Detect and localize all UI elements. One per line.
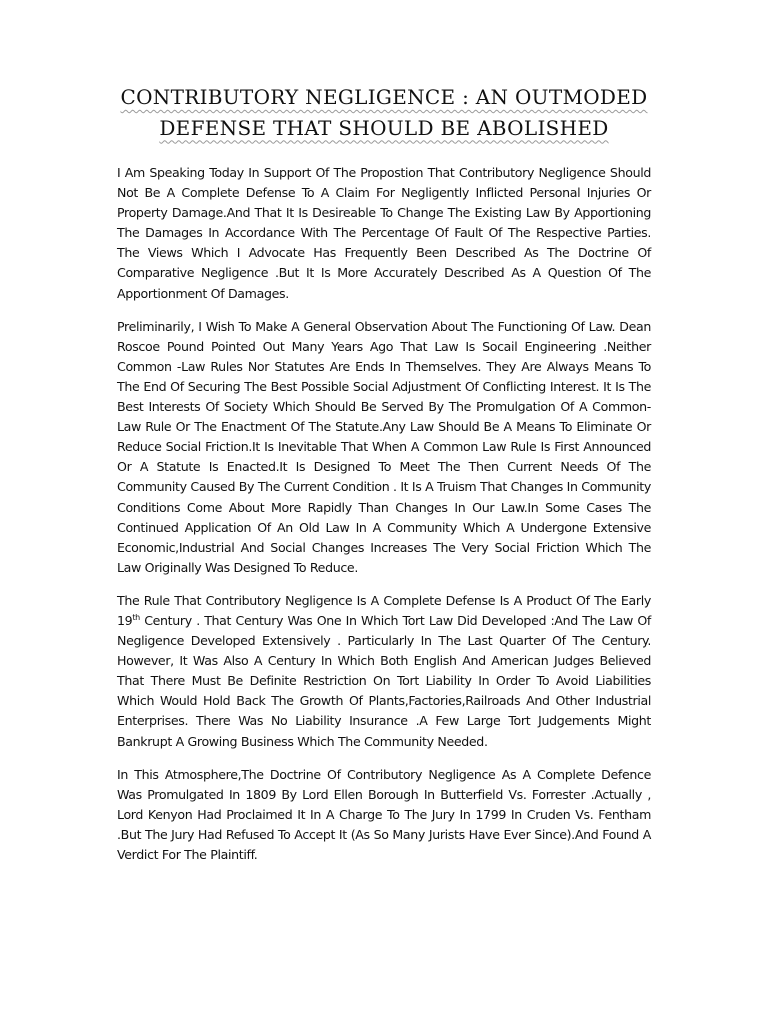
document-page xyxy=(117,82,651,878)
paragraph-3: The Rule That Contributory Negligence Is A Complete Defense Is A Product Of The Early 19th Century . That Century Was One In Which Tort Law Did Developed :And The Law Of Negligence Developed Extensively . Particularly In The Last Quarter Of The Century. However, It Was Also A Century In Which Both English And American Judges Believed That There Must Be Definite Restriction On Tort Liability In Order To Avoid Liabilities Which Would Hold Back The Growth Of Plants,Factories,Railroads And Other Industrial Enterprises. There Was No Liability Insurance .A Few Large Tort Judgements Might Bankrupt A Growing Business Which The Community Needed. xyxy=(117,592,651,749)
paragraph-2: Preliminarily, I Wish To Make A General Observation About The Functioning Of Law. Dean Roscoe Pound Pointed Out Many Years Ago That Law Is Socail Engineering .Neither Common -Law Rules Nor Statutes Are Ends In Themselves. They Are Always Means To The End Of Securing The Best Possible Social Adjustment Of Conflicting Interest. It Is The Best Interests Of Society Which Should Be Served By The Promulgation Of A Common-Law Rule Or The Enactment Of The Statute.Any Law Should Be A Means To Eliminate Or Reduce Social Friction.It Is Inevitable That When A Common Law Rule Is First Announced Or A Statute Is Enacted.It Is Designed To Meet The Then Current Needs Of The Community Caused By The Current Condition . It Is A Truism That Changes In Community Conditions Come About More Rapidly Than Changes In Our Law.In Some Cases The Continued Application Of An Old Law In A Community Which A Undergone Extensive Economic,Industrial And Social Changes Increases The Very Social Friction Which The Law Originally Was Designed To Reduce. xyxy=(117,318,651,575)
paragraph-1: I Am Speaking Today In Support Of The Propostion That Contributory Negligence Should Not Be A Complete Defense To A Claim For Negligently Inflicted Personal Injuries Or Property Damage.And That It Is Desireable To Change The Existing Law By Apportioning The Damages In Accordance With The Percentage Of Fault Of The Respective Parties. The Views Which I Advocate Has Frequently Been Described As The Doctrine Of Comparative Negligence .But It Is More Accurately Described As A Question Of The Apportionment Of Damages. xyxy=(117,165,651,301)
ordinal-suffix: th xyxy=(132,612,140,622)
paragraph-4: In This Atmosphere,The Doctrine Of Contributory Negligence As A Complete Defence Was Promulgated In 1809 By Lord Ellen Borough In Butterfield Vs. Forrester .Actually , Lord Kenyon Had Proclaimed It In A Charge To The Jury In 1799 In Cruden Vs. Fentham .But The Jury Had Refused To Accept It (As So Many Jurists Have Ever Since).And Found A Verdict For The Plaintiff. xyxy=(117,766,651,862)
document-title xyxy=(117,82,651,143)
document-title-text: CONTRIBUTORY NEGLIGENCE : AN OUTMODED DEFENSE THAT SHOULD BE ABOLISHED xyxy=(120,85,648,140)
